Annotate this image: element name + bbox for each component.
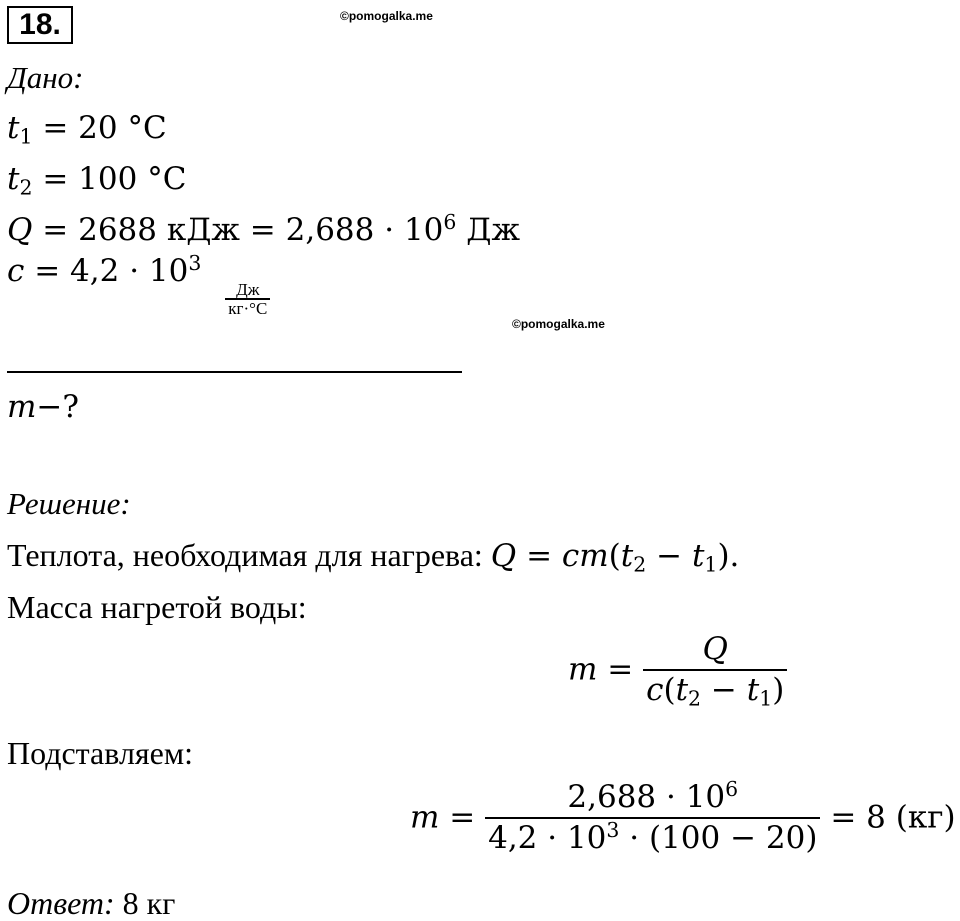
find-var: m xyxy=(7,389,37,425)
mass-den-close: ) xyxy=(772,672,785,708)
t1-value: = 20 °C xyxy=(32,110,167,146)
heat-text: Теплота, необходимая для нагрева: xyxy=(7,537,491,573)
calc-den-part1: 4,2 · 10 xyxy=(488,820,607,856)
calc-denominator xyxy=(485,819,820,854)
mass-eq: = xyxy=(597,651,644,688)
calc-num-base: 2,688 · 10 xyxy=(567,779,726,815)
calc-formula xyxy=(410,776,956,856)
heat-t2: t xyxy=(620,538,634,574)
t2-sub: 2 xyxy=(19,175,33,200)
heat-t2-sub: 2 xyxy=(633,552,647,577)
t2-var: t xyxy=(7,161,20,197)
mass-fraction xyxy=(643,631,787,711)
t1-var: t xyxy=(7,110,20,146)
given-divider xyxy=(7,371,462,373)
mass-den-t1: t xyxy=(746,672,760,708)
find-question: −? xyxy=(36,389,80,425)
mass-numerator: Q xyxy=(702,631,728,667)
c-unit-fraction xyxy=(225,281,270,317)
c-unit-denominator: кг·°С xyxy=(228,299,268,318)
answer-label: Ответ: xyxy=(7,885,115,921)
t1-sub: 1 xyxy=(19,124,33,149)
solution-title: Решение: xyxy=(7,486,131,521)
t2-value: = 100 °C xyxy=(32,161,187,197)
substitute-text: Подставляем: xyxy=(7,735,193,771)
given-c xyxy=(7,250,270,318)
q-value: = 2688 кДж = 2,688 · 10 xyxy=(32,212,444,248)
mass-den-t2: t xyxy=(675,672,689,708)
mass-den-c: c xyxy=(646,672,664,708)
given-q xyxy=(7,209,520,248)
calc-lhs: m xyxy=(410,799,440,836)
q-exp: 6 xyxy=(443,209,457,234)
heat-minus: − xyxy=(646,538,692,574)
problem-number: 18. xyxy=(7,6,73,44)
answer-line xyxy=(7,887,175,919)
q-var: Q xyxy=(7,212,33,248)
calc-den-part2: · (100 − 20) xyxy=(619,820,818,856)
heat-open-paren: ( xyxy=(608,538,621,574)
c-unit-numerator: Дж xyxy=(236,280,260,299)
mass-text: Масса нагретой воды: xyxy=(7,589,307,625)
watermark-top: ©pomogalka.me xyxy=(340,9,433,23)
answer-value: 8 кг xyxy=(114,885,176,921)
watermark-middle: ©pomogalka.me xyxy=(512,317,605,331)
calc-num-exp: 6 xyxy=(725,776,739,801)
calc-eq: = xyxy=(439,799,486,836)
given-t2 xyxy=(7,161,187,200)
mass-formula xyxy=(568,631,787,711)
calc-result: = 8 (кг) xyxy=(820,799,956,836)
mass-den-t2-sub: 2 xyxy=(688,686,702,711)
c-var: c xyxy=(7,253,25,289)
mass-denominator xyxy=(643,671,787,711)
heat-q: Q xyxy=(490,538,517,574)
heat-formula xyxy=(490,538,740,577)
heat-t1-sub: 1 xyxy=(704,552,718,577)
mass-lhs: m xyxy=(568,651,598,688)
given-title: Дано: xyxy=(7,60,84,95)
mass-den-open: ( xyxy=(663,672,676,708)
heat-t1: t xyxy=(691,538,705,574)
mass-den-t1-sub: 1 xyxy=(759,686,773,711)
calc-fraction xyxy=(485,776,820,856)
heat-cm: cm xyxy=(561,538,609,574)
heat-close: ). xyxy=(717,538,740,574)
find-m xyxy=(7,389,80,425)
calc-numerator xyxy=(564,776,741,817)
q-unit: Дж xyxy=(456,212,520,248)
c-exp: 3 xyxy=(188,250,202,275)
heat-eq: = xyxy=(516,538,562,574)
heat-line xyxy=(7,537,740,577)
calc-den-exp: 3 xyxy=(606,817,620,842)
c-value: = 4,2 · 10 xyxy=(24,253,189,289)
given-t1 xyxy=(7,110,167,149)
mass-den-minus: − xyxy=(701,672,747,708)
